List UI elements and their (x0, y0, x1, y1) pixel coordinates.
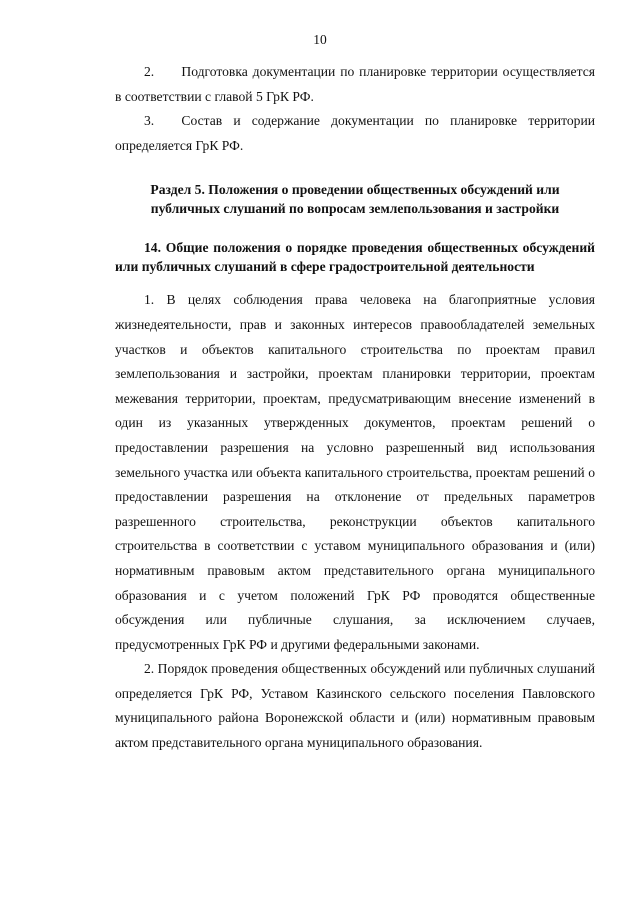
page-number: 10 (313, 32, 327, 47)
section-heading: Раздел 5. Положения о проведении общественных обсуждений или публичных слушаний по вопросам землепользования и застройки (150, 182, 560, 217)
body-paragraph-1: 1. В целях соблюдения права человека на благоприятные условия жизнедеятельности, прав и законных интересов правообладателей земельных участков и объектов капитального строительства по проектам правил землепользования и застройки, проектам планировки территории, проектам межевания территории, проектам, предусматривающим внесение изменений в один из указанных утвержденных документов, проектам решений о предоставлении разрешения на условно разрешенный вид использования земельного участка или объекта капитального строительства, проектам решений о предоставлении разрешения на отклонение от предельных параметров разрешенного строительства, реконструкции объектов капитального строительства в соответствии с уставом муниципального образования и (или) нормативным правовым актом представительного органа муниципального образования и с учетом положений ГрК РФ проводятся общественные обсуждения или публичные слушания, за исключением случаев, предусмотренных ГрК РФ и другими федеральными законами. (115, 292, 595, 652)
body-paragraph-2: 2. Порядок проведения общественных обсуждений или публичных слушаний определяется ГрК РФ, Уставом Казинского сельского поселения Павловского муниципального района Воронежской области и (или) нормативным правовым актом представительного органа муниципального образования. (115, 661, 595, 751)
subsection-heading: 14. Общие положения о порядке проведения общественных обсуждений или публичных слушаний в сфере градостроительной деятельности (115, 240, 595, 275)
paragraph-2: 2. Подготовка документации по планировке территории осуществляется в соответствии с главой 5 ГрК РФ. (115, 64, 595, 104)
paragraph-3: 3. Состав и содержание документации по планировке территории определяется ГрК РФ. (115, 113, 595, 153)
spacer (115, 276, 595, 288)
document-body (115, 60, 595, 756)
